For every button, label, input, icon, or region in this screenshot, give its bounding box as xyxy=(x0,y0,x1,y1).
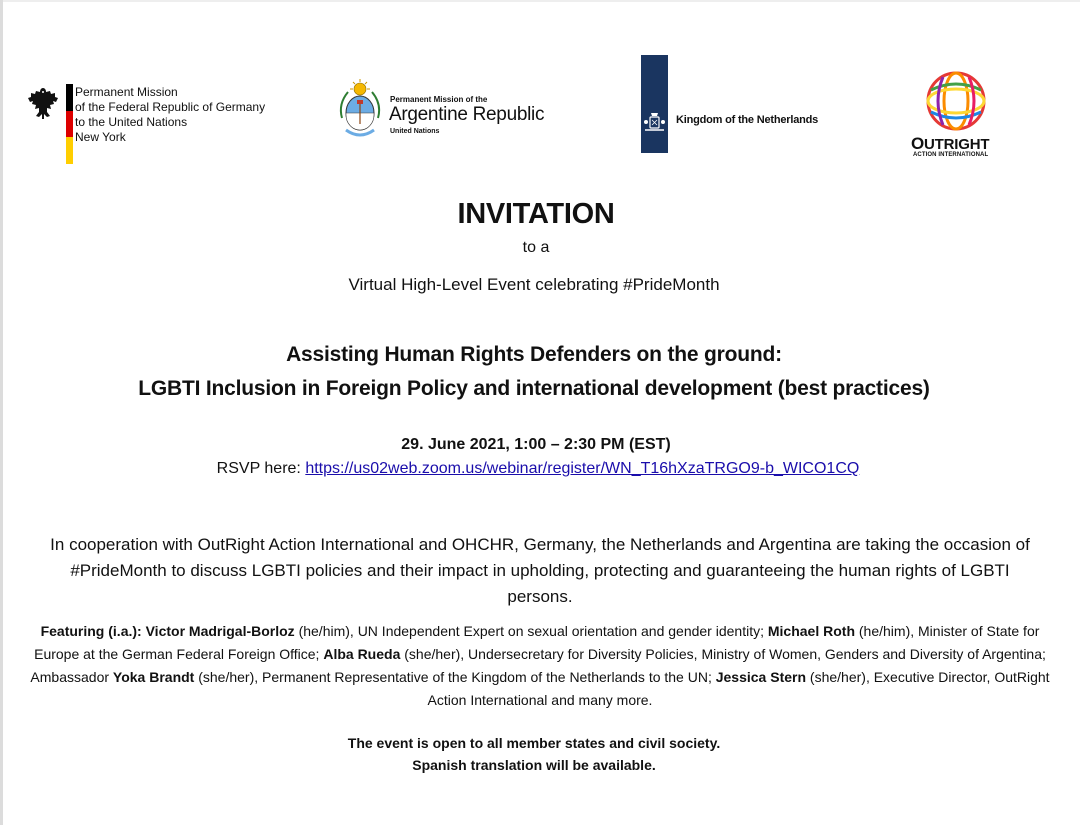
speaker-2-name: Michael Roth xyxy=(767,623,855,639)
event-topic-line-2: LGBTI Inclusion in Foreign Policy and international development (best practices) xyxy=(138,377,930,400)
netherlands-blue-banner xyxy=(641,55,668,153)
invitation-to-a: to a xyxy=(522,239,550,256)
speaker-5-name: Jessica Stern xyxy=(715,669,807,685)
rsvp-label: RSVP here: xyxy=(216,460,301,477)
outright-globe-icon xyxy=(923,68,989,134)
rsvp-link[interactable]: https://us02web.zoom.us/webinar/register/WN_T16hXzaTRGO9-b_WICO1CQ xyxy=(305,460,860,477)
germany-mission-logo xyxy=(28,84,278,166)
event-description: Virtual High-Level Event celebrating #PrideMonth xyxy=(348,275,720,294)
speaker-1-name: Victor Madrigal-Borloz xyxy=(145,623,295,639)
event-date: 29. June 2021, 1:00 – 2:30 PM (EST) xyxy=(401,436,671,453)
rsvp-line xyxy=(0,460,1078,478)
speaker-2-desc: (he/him), Minister of State for Europe at the German Federal Foreign Office; xyxy=(34,623,1040,662)
outright-name-rest: UTRIGHT xyxy=(924,136,990,153)
featuring-label: Featuring (i.a.): xyxy=(40,623,142,639)
argentina-un-label: United Nations xyxy=(390,128,440,135)
speaker-1-desc: (he/him), UN Independent Expert on sexual orientation and gender identity; xyxy=(294,623,768,639)
page-left-edge xyxy=(0,0,3,825)
germany-line-4: New York xyxy=(75,130,126,144)
argentina-name: Argentine Republic xyxy=(389,104,545,125)
argentina-mission-label: Permanent Mission of the xyxy=(390,95,488,104)
outright-logo xyxy=(905,66,1005,166)
event-topic-line-1: Assisting Human Rights Defenders on the ground: xyxy=(286,343,782,366)
outright-name xyxy=(911,134,989,154)
netherlands-name: Kingdom of the Netherlands xyxy=(676,114,819,126)
description-paragraph: In cooperation with OutRight Action International and OHCHR, Germany, the Netherlands and Argentina are taking the occasion of #PrideMonth to discuss LGBTI policies and their impact in upholding, protecting and guaranteeing the human rights of LGBTI persons. xyxy=(50,535,1030,606)
netherlands-logo xyxy=(641,55,841,155)
germany-line-1: Permanent Mission xyxy=(75,85,178,99)
germany-line-3: to the United Nations xyxy=(75,115,188,129)
german-flag-bar xyxy=(66,84,73,164)
argentina-coat-of-arms-icon xyxy=(336,78,384,144)
germany-mission-text xyxy=(75,85,265,145)
footer-line-2: Spanish translation will be available. xyxy=(412,757,656,773)
featuring-paragraph xyxy=(30,620,1050,712)
outright-subtitle: ACTION INTERNATIONAL xyxy=(913,152,989,158)
invitation-title: INVITATION xyxy=(457,198,615,230)
outright-name-first: O xyxy=(911,134,925,153)
footer-line-1: The event is open to all member states and civil society. xyxy=(347,735,721,751)
argentina-mission-logo xyxy=(336,78,566,148)
speaker-4-desc: (she/her), Permanent Representative of the Kingdom of the Netherlands to the UN; xyxy=(194,669,716,685)
speaker-4-name: Yoka Brandt xyxy=(112,669,195,685)
page-top-edge xyxy=(0,0,1080,2)
speaker-5-desc: (she/her), Executive Director, OutRight Action International and many more. xyxy=(427,669,1050,708)
footer-notes xyxy=(0,732,1074,776)
speaker-3-name: Alba Rueda xyxy=(323,646,401,662)
federal-eagle-icon xyxy=(28,86,58,120)
speaker-3-desc: (she/her), Undersecretary for Diversity Policies, Ministry of Women, Genders and Diversity of Argentina; Ambassador xyxy=(30,646,1046,685)
netherlands-crest-icon xyxy=(643,110,666,136)
germany-line-2: of the Federal Republic of Germany xyxy=(75,100,266,114)
